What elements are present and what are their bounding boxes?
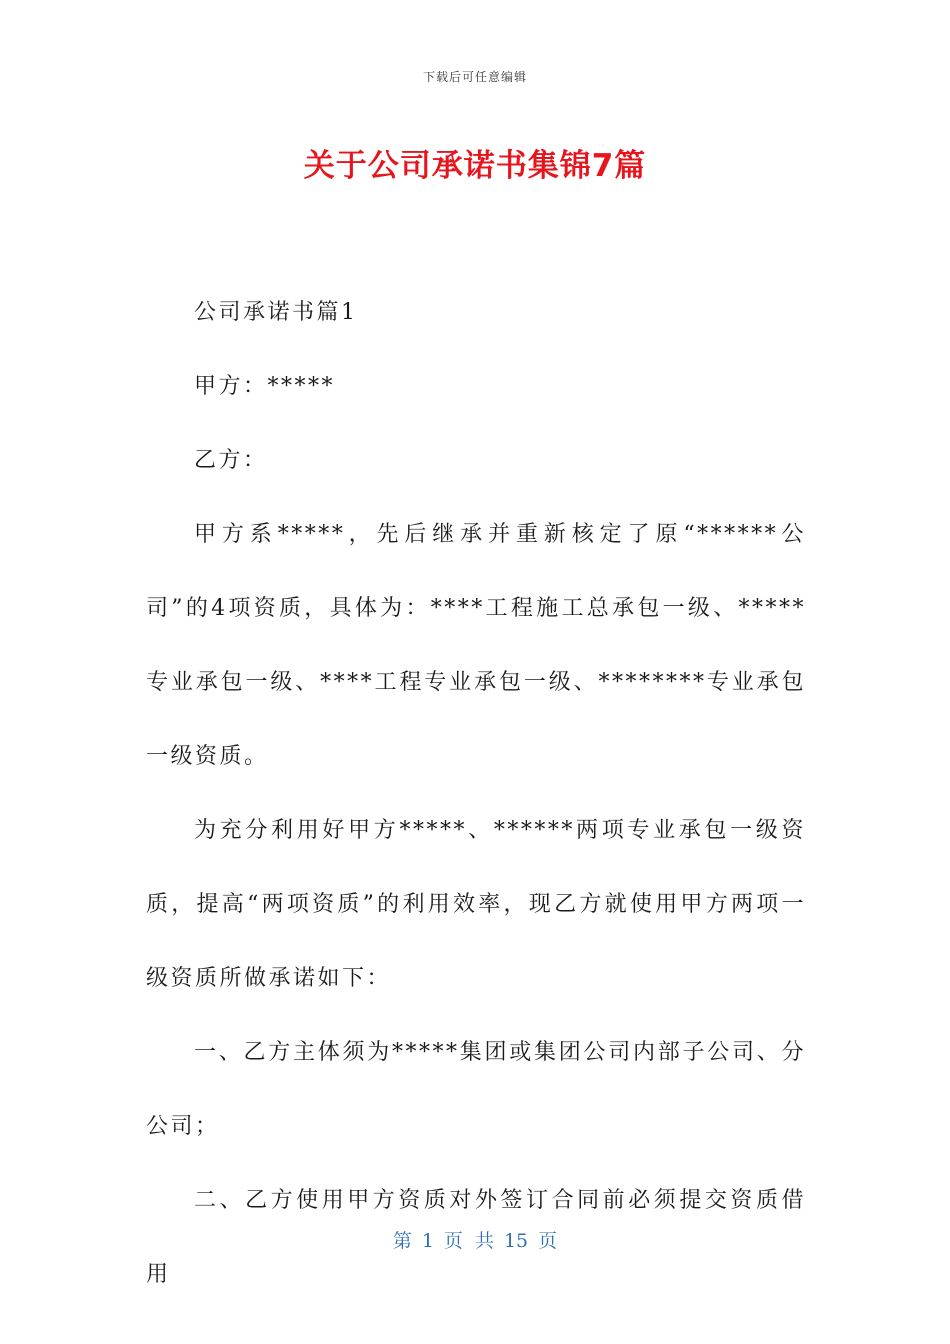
document-title: 关于公司承诺书集锦7篇 bbox=[303, 148, 647, 184]
page-footer bbox=[0, 1226, 950, 1253]
clause-two: 二、乙方使用甲方资质对外签订合同前必须提交资质借用 bbox=[146, 1188, 806, 1287]
clause-one: 一、乙方主体须为*****集团或集团公司内部子公司、分公司； bbox=[146, 1040, 806, 1139]
footer-suffix: 页 bbox=[538, 1230, 558, 1252]
header-note: 下载后可任意编辑 bbox=[422, 70, 527, 84]
footer-middle: 页 共 bbox=[443, 1230, 494, 1252]
footer-total-pages: 15 bbox=[503, 1230, 529, 1252]
footer-page-number: 1 bbox=[421, 1230, 434, 1252]
party-a-line: 甲方：***** bbox=[194, 374, 336, 399]
body-paragraph: 甲方系*****，先后继承并重新核定了原“******公司”的4项资质，具体为：****工程施工总承包一级、*****专业承包一级、****工程专业承包一级、********专业承包一级资质。 bbox=[146, 522, 806, 769]
document-body bbox=[146, 276, 806, 1312]
section-heading: 公司承诺书篇1 bbox=[194, 300, 358, 325]
body-paragraph: 为充分利用好甲方*****、******两项专业承包一级资质，提高“两项资质”的利用效率，现乙方就使用甲方两项一级资质所做承诺如下： bbox=[146, 818, 806, 991]
footer-prefix: 第 bbox=[392, 1230, 412, 1252]
party-b-line: 乙方： bbox=[194, 448, 268, 473]
